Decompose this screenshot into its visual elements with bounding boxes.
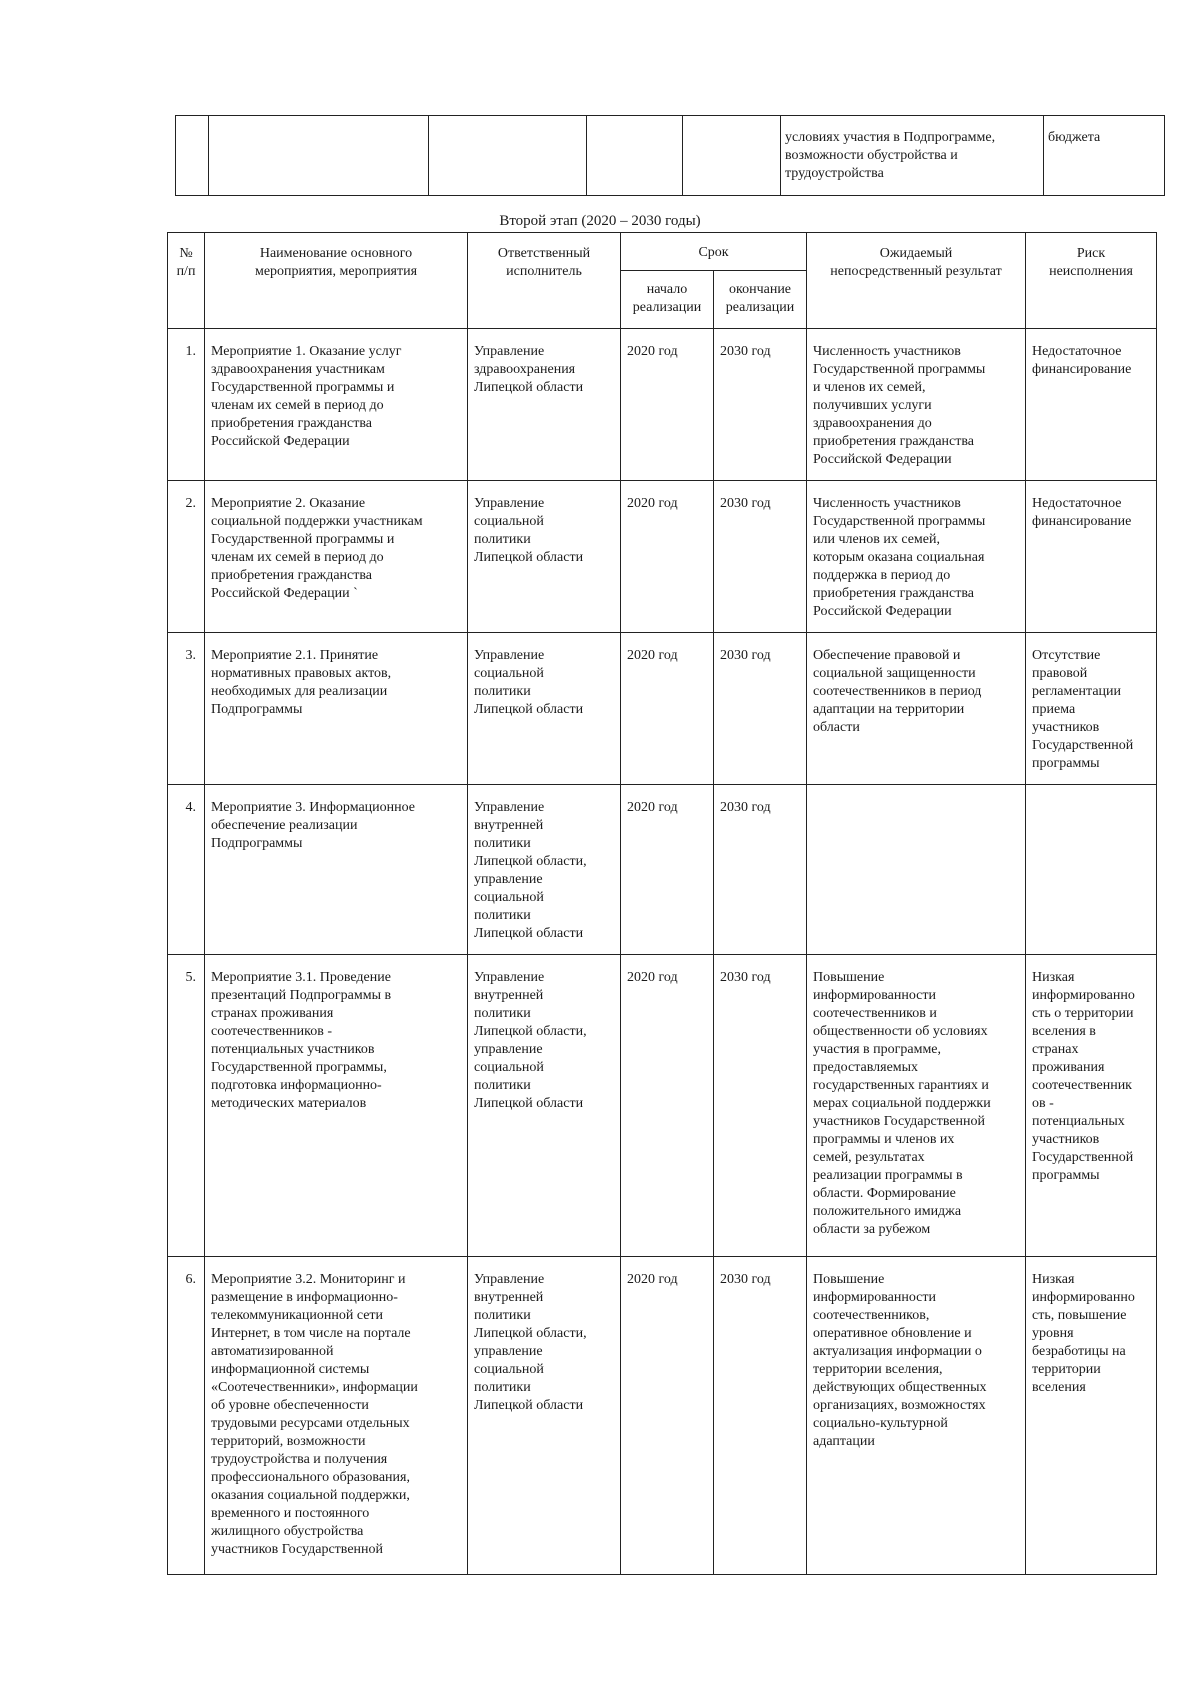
risk-cell bbox=[1044, 116, 1165, 196]
result-cell: Повышение информированности соотечественников и общественности об условиях участия в программе, предоставляемых государственных гарантиях и мерах социальной поддержки участников Государственной программы и членов их семей, результатах реализации программы в области. Формирование положительного имиджа области за рубежом bbox=[807, 955, 1026, 1257]
start-cell: 2020 год bbox=[621, 481, 714, 633]
header-name: Наименование основного мероприятия, мероприятия bbox=[205, 233, 468, 329]
header-risk: Риск неисполнения bbox=[1026, 233, 1157, 329]
responsible-cell: Управление внутренней политики Липецкой области, управление социальной политики Липецкой области bbox=[468, 1257, 621, 1575]
risk-cell: Отсутствие правовой регламентации приема участников Государственной программы bbox=[1026, 633, 1157, 785]
risk-cell: Низкая информированно сть, повышение уровня безработицы на территории вселения bbox=[1026, 1257, 1157, 1575]
end-cell: 2030 год bbox=[714, 785, 807, 955]
num-cell: 2. bbox=[168, 481, 205, 633]
end-cell: 2030 год bbox=[714, 329, 807, 481]
end-cell: 2030 год bbox=[714, 955, 807, 1257]
name-cell: Мероприятие 2. Оказание социальной поддержки участникам Государственной программы и членам их семей в период до приобретения гражданства Российской Федерации ` bbox=[205, 481, 468, 633]
result-cell: Повышение информированности соотечественников, оперативное обновление и актуализация информации о территории вселения, действующих общественных организациях, возможностях социально-культурной адаптации bbox=[807, 1257, 1026, 1575]
num-cell: 3. bbox=[168, 633, 205, 785]
name-cell: Мероприятие 3.1. Проведение презентаций Подпрограммы в странах проживания соотечественников - потенциальных участников Государственной программы, подготовка информационно- методических материалов bbox=[205, 955, 468, 1257]
end-cell bbox=[683, 116, 781, 196]
result-cell bbox=[781, 116, 1044, 196]
result-cell: Обеспечение правовой и социальной защищенности соотечественников в период адаптации на территории области bbox=[807, 633, 1026, 785]
table-row bbox=[168, 1257, 1157, 1575]
start-cell: 2020 год bbox=[621, 633, 714, 785]
num-cell: 1. bbox=[168, 329, 205, 481]
end-cell: 2030 год bbox=[714, 481, 807, 633]
num-cell bbox=[176, 116, 209, 196]
start-cell: 2020 год bbox=[621, 1257, 714, 1575]
header-result: Ожидаемый непосредственный результат bbox=[807, 233, 1026, 329]
start-cell bbox=[587, 116, 683, 196]
risk-text: бюджета bbox=[1048, 130, 1101, 145]
responsible-cell: Управление социальной политики Липецкой области bbox=[468, 633, 621, 785]
name-cell: Мероприятие 3.2. Мониторинг и размещение в информационно- телекоммуникационной сети Интернет, в том числе на портале автоматизированной информационной системы «Соотечественники», информации об уровне обеспеченности трудовыми ресурсами отдельных территорий, возможности трудоустройства и получения профессионального образования, оказания социальной поддержки, временного и постоянного жилищного обустройства участников Государственной bbox=[205, 1257, 468, 1575]
header-responsible: Ответственный исполнитель bbox=[468, 233, 621, 329]
table-row bbox=[168, 785, 1157, 955]
risk-cell: Недостаточное финансирование bbox=[1026, 329, 1157, 481]
responsible-cell bbox=[429, 116, 587, 196]
previous-page-table-fragment bbox=[175, 115, 1165, 196]
responsible-cell: Управление здравоохранения Липецкой области bbox=[468, 329, 621, 481]
responsible-cell: Управление социальной политики Липецкой области bbox=[468, 481, 621, 633]
header-row bbox=[168, 233, 1157, 271]
risk-cell bbox=[1026, 785, 1157, 955]
result-cell: Численность участников Государственной программы и членов их семей, получивших услуги здравоохранения до приобретения гражданства Российской Федерации bbox=[807, 329, 1026, 481]
name-cell: Мероприятие 3. Информационное обеспечение реализации Подпрограммы bbox=[205, 785, 468, 955]
responsible-cell: Управление внутренней политики Липецкой области, управление социальной политики Липецкой области bbox=[468, 785, 621, 955]
num-cell: 6. bbox=[168, 1257, 205, 1575]
header-start: начало реализации bbox=[621, 271, 714, 329]
risk-cell: Недостаточное финансирование bbox=[1026, 481, 1157, 633]
start-cell: 2020 год bbox=[621, 329, 714, 481]
num-cell: 4. bbox=[168, 785, 205, 955]
header-end: окончание реализации bbox=[714, 271, 807, 329]
table-row bbox=[176, 116, 1165, 196]
result-cell bbox=[807, 785, 1026, 955]
header-num: № п/п bbox=[168, 233, 205, 329]
table-row bbox=[168, 481, 1157, 633]
result-cell: Численность участников Государственной программы или членов их семей, которым оказана социальная поддержка в период до приобретения гражданства Российской Федерации bbox=[807, 481, 1026, 633]
table-row bbox=[168, 633, 1157, 785]
num-cell: 5. bbox=[168, 955, 205, 1257]
stage-title: Второй этап (2020 – 2030 годы) bbox=[499, 213, 701, 229]
table-row bbox=[168, 329, 1157, 481]
name-cell: Мероприятие 1. Оказание услуг здравоохранения участникам Государственной программы и членам их семей в период до приобретения гражданства Российской Федерации bbox=[205, 329, 468, 481]
header-term: Срок bbox=[621, 233, 807, 271]
responsible-cell: Управление внутренней политики Липецкой области, управление социальной политики Липецкой области bbox=[468, 955, 621, 1257]
name-cell: Мероприятие 2.1. Принятие нормативных правовых актов, необходимых для реализации Подпрограммы bbox=[205, 633, 468, 785]
result-text: условиях участия в Подпрограмме, возможности обустройства и трудоустройства bbox=[785, 130, 996, 181]
end-cell: 2030 год bbox=[714, 633, 807, 785]
name-cell bbox=[209, 116, 429, 196]
activities-table bbox=[167, 232, 1157, 1575]
risk-cell: Низкая информированно сть о территории вселения в странах проживания соотечественник ов - потенциальных участников Государственной программы bbox=[1026, 955, 1157, 1257]
start-cell: 2020 год bbox=[621, 785, 714, 955]
end-cell: 2030 год bbox=[714, 1257, 807, 1575]
table-row bbox=[168, 955, 1157, 1257]
start-cell: 2020 год bbox=[621, 955, 714, 1257]
